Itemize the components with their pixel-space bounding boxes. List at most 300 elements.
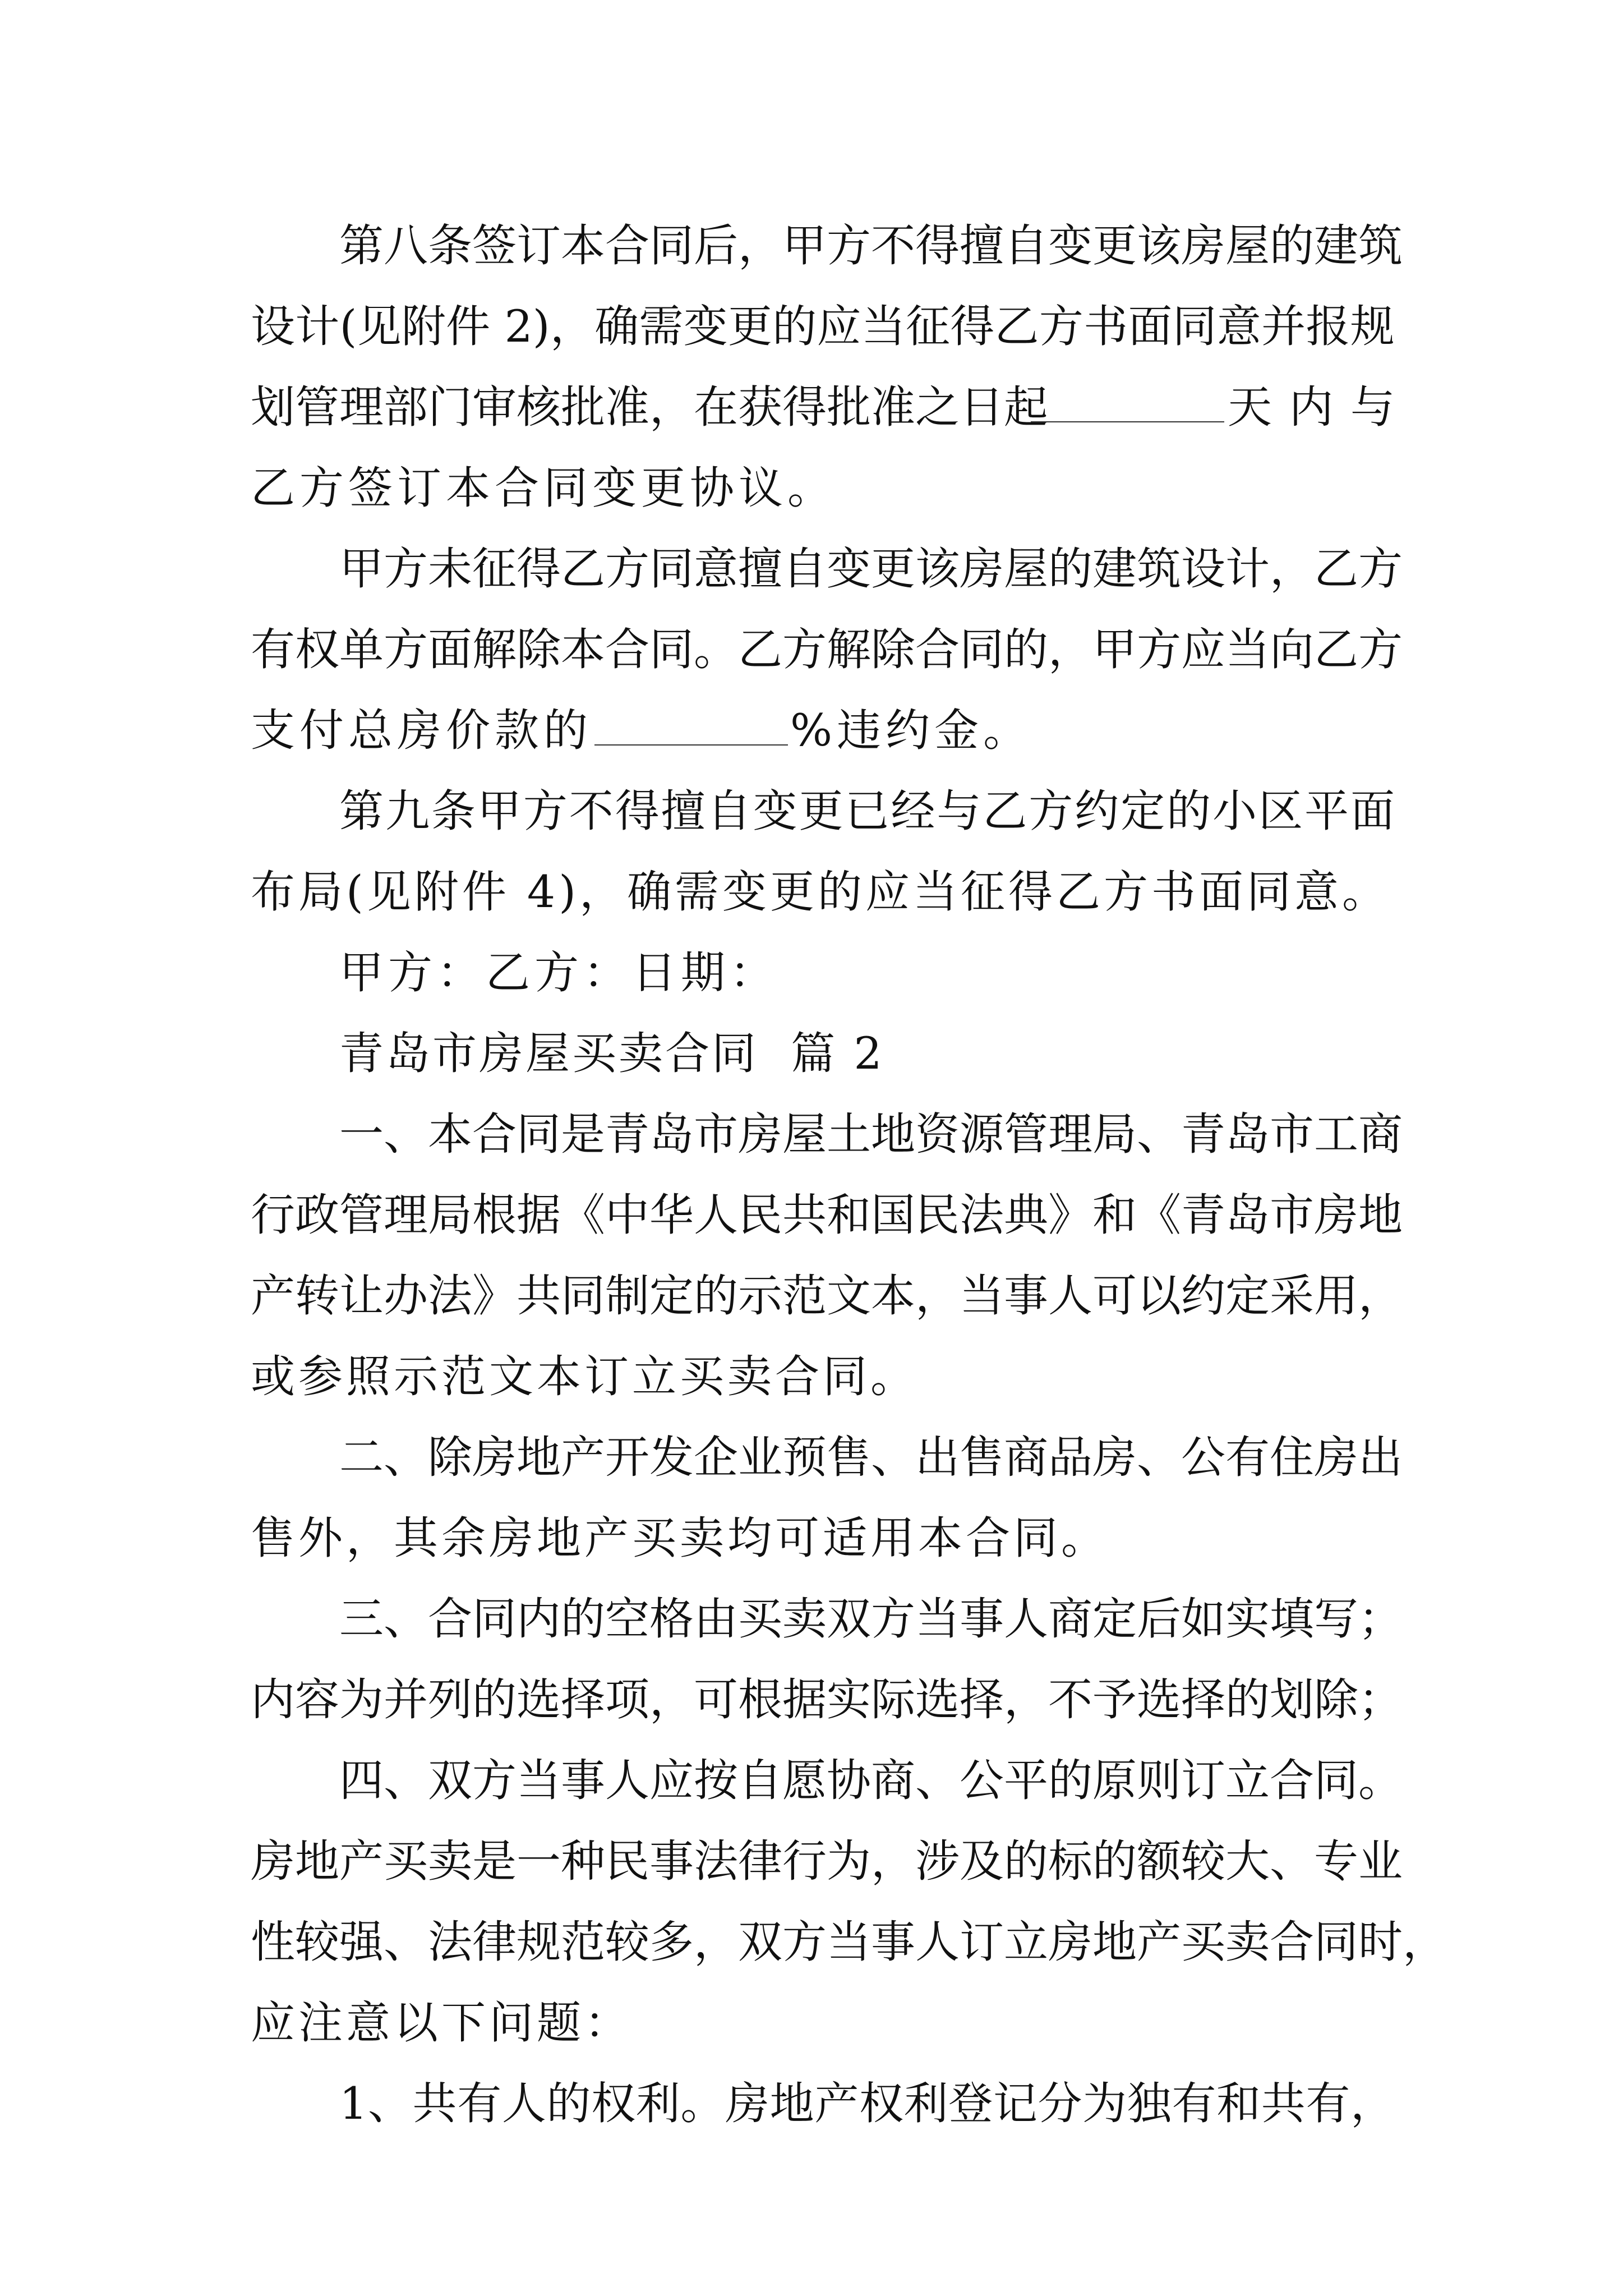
- text-char: 得: [915, 220, 960, 272]
- text-char: 管: [339, 1189, 384, 1241]
- text-char: 企: [694, 1432, 738, 1483]
- text-char: 擅: [661, 785, 706, 837]
- text-char: 得: [950, 301, 995, 352]
- text-char: 地: [517, 1432, 561, 1483]
- text-char: 转: [295, 1270, 339, 1322]
- text-char: 订: [960, 1916, 1004, 1968]
- text-char: 为: [1082, 2078, 1127, 2129]
- text-char: 人: [1004, 1593, 1048, 1645]
- text-char: 定: [1121, 785, 1165, 837]
- text-char: 当: [915, 1593, 960, 1645]
- text-char: 的: [1004, 624, 1048, 675]
- text-char: 审: [472, 381, 517, 433]
- text-char: 的: [772, 301, 817, 352]
- text-char: 填: [1270, 1593, 1314, 1645]
- text-char: ，: [694, 1916, 738, 1968]
- text-char: 本: [561, 624, 605, 675]
- text-char: 不: [569, 785, 614, 837]
- text-char: 乙: [1314, 543, 1358, 595]
- text-char: 较: [1181, 1835, 1225, 1887]
- text-char: 合: [605, 220, 649, 272]
- text-char: 中: [605, 1189, 649, 1241]
- text-char: 得: [615, 785, 660, 837]
- text-char: 行: [251, 1189, 295, 1241]
- text-char: 自: [738, 1755, 782, 1806]
- text-char: 除: [428, 1432, 472, 1483]
- item-3-line-2: [251, 1659, 1403, 1740]
- article-8-line-4: 乙方签订本合同变更协议。: [251, 462, 836, 514]
- text-char: 当: [960, 1270, 1004, 1322]
- text-char: 合: [605, 624, 649, 675]
- text-char: 住: [1270, 1432, 1314, 1483]
- item-1-line-4: 或参照示范文本订立买卖合同。: [251, 1351, 918, 1402]
- text-char: 权: [859, 2078, 903, 2129]
- text-char: 产: [814, 2078, 859, 2129]
- text-char: 约: [1181, 1270, 1225, 1322]
- text-char: 的: [1092, 1835, 1137, 1887]
- article-8-line-2: [251, 286, 1395, 367]
- text-char: 写: [1314, 1593, 1358, 1645]
- text-char: 予: [1092, 1674, 1137, 1726]
- text-char: 应: [1181, 624, 1225, 675]
- text-char: 报: [1306, 301, 1350, 352]
- text-char: 同: [649, 543, 694, 595]
- text-char: 三: [339, 1593, 384, 1645]
- text-char: 记: [993, 2078, 1038, 2129]
- text-char: 大: [1225, 1835, 1270, 1887]
- text-char: ，: [915, 1270, 960, 1322]
- text-char: 方: [1137, 624, 1181, 675]
- text-char: 甲: [1092, 624, 1137, 675]
- text-char: 强: [339, 1916, 384, 1968]
- text-char: 合: [428, 1593, 472, 1645]
- text-char: 方: [523, 785, 568, 837]
- text-char: 门: [428, 381, 472, 433]
- text-char: 业: [738, 1432, 782, 1483]
- text-char: 较: [295, 1916, 339, 1968]
- text-char: 事: [649, 1835, 694, 1887]
- text-char: 同: [1172, 301, 1217, 352]
- text-char: 除: [517, 624, 561, 675]
- text-char: 未: [428, 543, 472, 595]
- text-char: 业: [1358, 1835, 1403, 1887]
- text-char: 择: [960, 1674, 1004, 1726]
- text-char: 。: [694, 624, 738, 675]
- text-char: 根: [472, 1189, 517, 1241]
- text-char: 公: [1181, 1432, 1225, 1483]
- text-char: 的: [1048, 1755, 1092, 1806]
- text-char: 区: [1258, 785, 1303, 837]
- text-char: 源: [960, 1108, 1004, 1160]
- text-char: 地: [1358, 1189, 1403, 1241]
- text-char: ；: [1358, 1674, 1403, 1726]
- text-char: 理: [384, 1189, 428, 1241]
- text-char: 乙: [1314, 624, 1358, 675]
- text-char: 变: [753, 785, 797, 837]
- text-char: 该: [915, 543, 960, 595]
- text-char: 一: [339, 1108, 384, 1160]
- text-char: 发: [649, 1432, 694, 1483]
- text-char: 公: [960, 1755, 1004, 1806]
- text-char: 签: [472, 220, 517, 272]
- text-char: 本: [561, 220, 605, 272]
- text-char: 规: [1350, 301, 1395, 352]
- text-char: 八: [384, 220, 428, 272]
- penalty-percent-blank: [594, 710, 788, 746]
- text-char: 人: [605, 1755, 649, 1806]
- text-char: 项: [605, 1674, 649, 1726]
- text-char: 双: [827, 1593, 871, 1645]
- text-char: 书: [1083, 301, 1128, 352]
- text-char: 的: [694, 1270, 738, 1322]
- text-char: 权: [295, 624, 339, 675]
- text-char: 定: [1225, 1270, 1270, 1322]
- text-char: 方: [1039, 301, 1083, 352]
- text-char: 售: [827, 1432, 871, 1483]
- text-char: 意: [1216, 301, 1261, 352]
- text-char: 内: [517, 1593, 561, 1645]
- text-char: 商: [1048, 1593, 1092, 1645]
- text-char: 事: [871, 1916, 915, 1968]
- text-char: 可: [1092, 1270, 1137, 1322]
- text-char: 方: [605, 543, 649, 595]
- text-char: 起: [1004, 381, 1048, 433]
- text-char: 制: [605, 1270, 649, 1322]
- text-char: 办: [384, 1270, 428, 1322]
- text-char: 方: [871, 1593, 915, 1645]
- penalty-line-3-tail: %违约金。: [790, 705, 1032, 756]
- text-char: 该: [1137, 220, 1181, 272]
- text-char: 实: [827, 1674, 871, 1726]
- text-char: ，: [1004, 1674, 1048, 1726]
- text-char: 平: [1304, 785, 1349, 837]
- text-char: 示: [738, 1270, 782, 1322]
- text-char: 事: [1004, 1270, 1048, 1322]
- text-char: 1: [339, 2078, 368, 2129]
- text-char: 的: [472, 1674, 517, 1726]
- text-char: 、: [1137, 1108, 1181, 1160]
- text-char: 准: [871, 381, 915, 433]
- text-char: 产: [339, 1835, 384, 1887]
- text-char: 文: [827, 1270, 871, 1322]
- text-char: 市: [1270, 1108, 1314, 1160]
- text-char: 、: [384, 1108, 428, 1160]
- text-char: 按: [694, 1755, 738, 1806]
- text-char: 经: [891, 785, 935, 837]
- text-char: 内: [1289, 381, 1334, 433]
- text-char: 青: [1181, 1189, 1225, 1241]
- text-char: 之: [915, 381, 960, 433]
- text-char: 更: [799, 785, 843, 837]
- text-char: 理: [1048, 1108, 1092, 1160]
- text-char: 方: [384, 624, 428, 675]
- text-char: 后: [694, 220, 738, 272]
- text-char: 甲: [477, 785, 522, 837]
- article-8-line-3-tail: [1228, 367, 1395, 448]
- text-char: 人: [694, 1189, 738, 1241]
- text-char: 额: [1137, 1835, 1181, 1887]
- text-char: 》: [472, 1270, 517, 1322]
- text-char: 定: [649, 1270, 694, 1322]
- text-char: 人: [915, 1916, 960, 1968]
- text-char: 征: [472, 543, 517, 595]
- text-char: 标: [1048, 1835, 1092, 1887]
- text-char: 获: [738, 381, 782, 433]
- text-char: 屋: [782, 1108, 827, 1160]
- text-char: ，: [1350, 2078, 1395, 2129]
- text-char: 部: [384, 381, 428, 433]
- text-char: 市: [694, 1108, 738, 1160]
- signature-line: 甲方：乙方：日期：: [339, 947, 778, 999]
- text-char: 批: [827, 381, 871, 433]
- text-char: 、: [384, 1916, 428, 1968]
- text-char: 小: [1212, 785, 1257, 837]
- text-char: 方: [384, 543, 428, 595]
- text-char: 不: [1048, 1674, 1092, 1726]
- text-char: 方: [1358, 543, 1403, 595]
- text-char: 房: [725, 2078, 770, 2129]
- text-char: ，: [1048, 624, 1092, 675]
- text-char: 《: [561, 1189, 605, 1241]
- text-char: 和: [827, 1189, 871, 1241]
- text-char: 卖: [428, 1835, 472, 1887]
- item-4-line-4: 应注意以下问题：: [251, 1997, 632, 2049]
- item-1-line-3: [251, 1255, 1403, 1336]
- text-char: 房: [1092, 1432, 1137, 1483]
- text-char: 擅: [960, 220, 1004, 272]
- text-char: 定: [1092, 1593, 1137, 1645]
- item-4-line-3: [251, 1902, 1447, 1982]
- text-char: 乙: [994, 301, 1039, 352]
- text-char: 当: [861, 301, 906, 352]
- text-char: 国: [871, 1189, 915, 1241]
- text-char: ，: [1358, 1270, 1403, 1322]
- text-char: 共: [412, 2078, 457, 2129]
- text-char: 设: [251, 301, 295, 352]
- text-char: 据: [782, 1674, 827, 1726]
- item-4-line-2: [251, 1821, 1403, 1902]
- text-char: 附: [401, 301, 446, 352]
- text-char: ；: [1358, 1593, 1403, 1645]
- text-char: 、: [1270, 1835, 1314, 1887]
- text-char: 不: [871, 220, 915, 272]
- text-char: 涉: [915, 1835, 960, 1887]
- text-char: 利: [635, 2078, 680, 2129]
- text-char: 》: [1048, 1189, 1092, 1241]
- text-char: 解: [827, 624, 871, 675]
- text-char: 实: [1225, 1593, 1270, 1645]
- text-char: 立: [1225, 1755, 1270, 1806]
- text-char: 有: [457, 2078, 502, 2129]
- text-char: 方: [827, 220, 871, 272]
- text-char: 应: [649, 1755, 694, 1806]
- text-char: 设: [1181, 543, 1225, 595]
- article-9-line-1: [251, 771, 1395, 852]
- text-char: 的: [1270, 220, 1314, 272]
- text-char: 甲: [782, 220, 827, 272]
- text-char: 后: [1137, 1593, 1181, 1645]
- text-char: 、: [384, 1593, 428, 1645]
- article-8-line-1: [251, 205, 1403, 286]
- item-1-line-2: [251, 1175, 1403, 1255]
- text-char: 用: [1314, 1270, 1358, 1322]
- text-char: 二: [339, 1432, 384, 1483]
- text-char: 岛: [1225, 1108, 1270, 1160]
- text-char: 范: [782, 1270, 827, 1322]
- penalty-line-2: [251, 609, 1403, 690]
- text-char: 共: [517, 1270, 561, 1322]
- text-char: 土: [827, 1108, 871, 1160]
- text-char: 乙: [738, 624, 782, 675]
- text-char: ，: [1403, 1916, 1447, 1968]
- text-char: (: [339, 301, 357, 352]
- item-2-line-2: 售外，其余房地产买卖均可适用本合同。: [251, 1512, 1109, 1564]
- text-char: 房: [960, 543, 1004, 595]
- text-char: 同: [1314, 1916, 1358, 1968]
- text-char: 更: [727, 301, 772, 352]
- item-4-line-1: [251, 1740, 1403, 1821]
- text-char: 划: [1270, 1674, 1314, 1726]
- text-char: 自: [782, 543, 827, 595]
- text-char: 空: [605, 1593, 649, 1645]
- text-char: 件: [446, 301, 491, 352]
- text-char: 的: [1004, 1835, 1048, 1887]
- text-char: 选: [915, 1674, 960, 1726]
- text-char: 有: [1306, 2078, 1350, 2129]
- days-blank: [1031, 386, 1224, 422]
- text-char: 市: [1270, 1189, 1314, 1241]
- text-char: 人: [501, 2078, 546, 2129]
- text-char: 华: [649, 1189, 694, 1241]
- text-char: 岛: [649, 1108, 694, 1160]
- text-char: 卖: [782, 1593, 827, 1645]
- text-char: 为: [339, 1674, 384, 1726]
- text-char: 产: [251, 1270, 295, 1322]
- text-char: 律: [472, 1916, 517, 1968]
- text-char: 同: [649, 220, 694, 272]
- text-char: 商: [1004, 1432, 1048, 1483]
- text-char: 的: [546, 2078, 591, 2129]
- text-char: 第: [339, 785, 384, 837]
- text-char: 青: [605, 1108, 649, 1160]
- text-char: 筑: [1137, 543, 1181, 595]
- text-char: 见: [357, 301, 402, 352]
- text-char: 管: [1004, 1108, 1048, 1160]
- text-char: 更: [1092, 220, 1137, 272]
- text-char: 性: [251, 1916, 295, 1968]
- text-char: 理: [339, 381, 384, 433]
- text-char: 让: [339, 1270, 384, 1322]
- text-char: 法: [428, 1270, 472, 1322]
- text-char: 选: [517, 1674, 561, 1726]
- text-char: 条: [431, 785, 476, 837]
- text-char: 计: [1225, 543, 1270, 595]
- text-char: 当: [1225, 624, 1270, 675]
- text-char: 内: [251, 1674, 295, 1726]
- text-char: 有: [1172, 2078, 1216, 2129]
- text-char: 同: [517, 1108, 561, 1160]
- text-char: 第: [339, 220, 384, 272]
- text-char: 和: [1216, 2078, 1261, 2129]
- text-char: 单: [339, 624, 384, 675]
- text-char: 同: [1314, 1755, 1358, 1806]
- text-char: 资: [915, 1108, 960, 1160]
- text-char: 选: [1137, 1674, 1181, 1726]
- text-char: 愿: [782, 1755, 827, 1806]
- text-char: 择: [561, 1674, 605, 1726]
- text-char: 方: [782, 624, 827, 675]
- text-char: 除: [871, 624, 915, 675]
- text-char: ，: [871, 1835, 915, 1887]
- text-char: 局: [1092, 1108, 1137, 1160]
- text-char: 买: [1181, 1916, 1225, 1968]
- text-char: 方: [472, 1755, 517, 1806]
- text-char: 民: [738, 1189, 782, 1241]
- text-char: 、: [915, 1755, 960, 1806]
- text-char: 分: [1038, 2078, 1082, 2129]
- text-char: 、: [1137, 1432, 1181, 1483]
- text-char: 方: [1029, 785, 1073, 837]
- text-char: 计: [295, 301, 340, 352]
- penalty-line-3-text: 支付总房价款的: [251, 705, 592, 756]
- text-char: 合: [915, 624, 960, 675]
- text-char: 订: [517, 220, 561, 272]
- text-char: 同: [649, 624, 694, 675]
- text-char: 共: [1261, 2078, 1306, 2129]
- text-char: 际: [871, 1674, 915, 1726]
- text-char: 由: [694, 1593, 738, 1645]
- text-char: 2): [490, 301, 550, 352]
- text-char: 地: [871, 1108, 915, 1160]
- text-char: 列: [428, 1674, 472, 1726]
- text-char: 得: [782, 381, 827, 433]
- text-char: 人: [1048, 1270, 1092, 1322]
- text-char: 当: [827, 1916, 871, 1968]
- text-char: 面: [1128, 301, 1173, 352]
- text-char: 房: [1181, 220, 1225, 272]
- text-char: 种: [561, 1835, 605, 1887]
- text-char: 同: [472, 1593, 517, 1645]
- text-char: 自: [707, 785, 751, 837]
- text-char: ，: [649, 381, 694, 433]
- text-char: 商: [1358, 1108, 1403, 1160]
- text-char: 屋: [1004, 543, 1048, 595]
- text-char: 事: [561, 1755, 605, 1806]
- text-char: 四: [339, 1755, 384, 1806]
- text-char: 协: [827, 1755, 871, 1806]
- text-char: 房: [1048, 1916, 1092, 1968]
- text-char: 登: [948, 2078, 993, 2129]
- penalty-line-1: [251, 528, 1403, 609]
- text-char: 如: [1181, 1593, 1225, 1645]
- text-char: 同: [960, 624, 1004, 675]
- text-char: 容: [295, 1674, 339, 1726]
- article-8-line-3-text: [251, 367, 1048, 448]
- text-char: 条: [428, 220, 472, 272]
- text-char: 较: [605, 1916, 649, 1968]
- text-char: 、: [367, 2078, 412, 2129]
- text-char: 为: [827, 1835, 871, 1887]
- text-char: 是: [472, 1835, 517, 1887]
- text-char: 、: [871, 1432, 915, 1483]
- text-char: 本: [871, 1270, 915, 1322]
- text-char: 擅: [738, 543, 782, 595]
- text-char: 原: [1092, 1755, 1137, 1806]
- text-char: 买: [738, 1593, 782, 1645]
- text-char: 约: [1075, 785, 1119, 837]
- text-char: 的: [1048, 543, 1092, 595]
- text-char: 。: [680, 2078, 725, 2129]
